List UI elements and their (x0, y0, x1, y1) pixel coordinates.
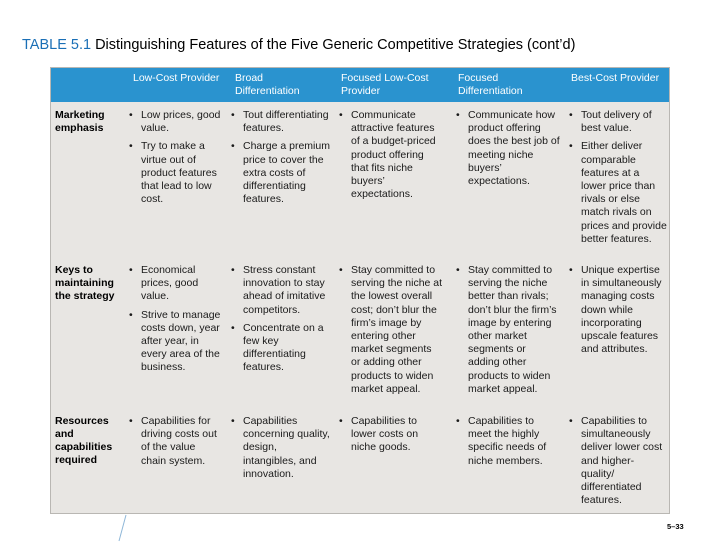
bullet-item: • Stay committed to serving the niche better than rivals; don’t blur the firm’s image by entering other market segments or adding other products to widen market appeal. (456, 264, 560, 396)
table-number: TABLE 5.1 (22, 37, 92, 53)
bullet-item: • Capabilities to lower costs on niche goods. (339, 415, 443, 455)
table-cell (231, 109, 331, 211)
bullet-item: • Tout differentiating features. (231, 109, 331, 135)
table-cell (569, 415, 667, 512)
table-cell (339, 264, 443, 401)
bullet-item: • Stay committed to serving the niche at the lowest overall cost; don’t blur the firm’s image by entering other market segments or adding other products to widen market appeal. (339, 264, 443, 396)
bullet-item: • Tout delivery of best value. (569, 109, 667, 135)
strategies-table (50, 67, 670, 514)
table-title-text: Distinguishing Features of the Five Generic Competitive Strategies (cont’d) (95, 37, 576, 53)
page-number: 5–33 (667, 522, 684, 531)
row-label: Marketing emphasis (55, 109, 105, 134)
column-header: Focused Low-Cost Provider (341, 72, 429, 97)
bullet-item: • Try to make a virtue out of product features that lead to low cost. (129, 140, 221, 206)
column-header: Low-Cost Provider (133, 72, 220, 84)
table-cell (129, 264, 221, 380)
table-cell (456, 264, 560, 401)
bullet-item: • Strive to manage costs down, year after year, in every area of the business. (129, 309, 221, 375)
table-cell (569, 264, 667, 361)
bullet-item: • Stress constant innovation to stay ahead of imitative competitors. (231, 264, 331, 317)
decorative-slash (116, 514, 128, 542)
bullet-item: • Economical prices, good value. (129, 264, 221, 304)
table-cell (231, 264, 331, 380)
table-cell (456, 109, 560, 193)
bullet-item: • Capabilities to simultaneously deliver lower cost and higher-quality/ differentiated features. (569, 415, 667, 507)
row-label: Keys to maintaining the strategy (55, 264, 115, 302)
bullet-item: • Unique expertise in simultaneously managing costs down while incorporating upscale features and attributes. (569, 264, 667, 356)
column-header: Best-Cost Provider (571, 72, 660, 84)
table-cell (129, 109, 221, 211)
column-header: Focused Differentiation (458, 72, 523, 97)
bullet-item: • Capabilities to meet the highly specific needs of niche members. (456, 415, 560, 468)
column-header: Broad Differentiation (235, 72, 300, 97)
bullet-item: • Either deliver comparable features at a lower price than rivals or else match rivals on prices and provide better features. (569, 140, 667, 246)
bullet-item: • Capabilities for driving costs out of the value chain system. (129, 415, 221, 468)
bullet-item: • Concentrate on a few key differentiating features. (231, 322, 331, 375)
row-label: Resources and capabilities required (55, 415, 113, 466)
bullet-item: • Communicate how product offering does the best job of meeting niche buyers’ expectations. (456, 109, 560, 188)
bullet-item: • Low prices, good value. (129, 109, 221, 135)
table-cell (339, 415, 443, 460)
table-cell (569, 109, 667, 251)
bullet-item: • Communicate attractive features of a budget-priced product offering that fits niche buyers’ expectations. (339, 109, 443, 201)
table-cell (129, 415, 221, 473)
table-header (51, 68, 669, 102)
bullet-item: • Charge a premium price to cover the extra costs of differentiating features. (231, 140, 331, 206)
table-cell (456, 415, 560, 473)
table-title (22, 37, 712, 53)
bullet-item: • Capabilities concerning quality, design, intangibles, and innovation. (231, 415, 331, 481)
table-cell (339, 109, 443, 206)
table-cell (231, 415, 331, 486)
